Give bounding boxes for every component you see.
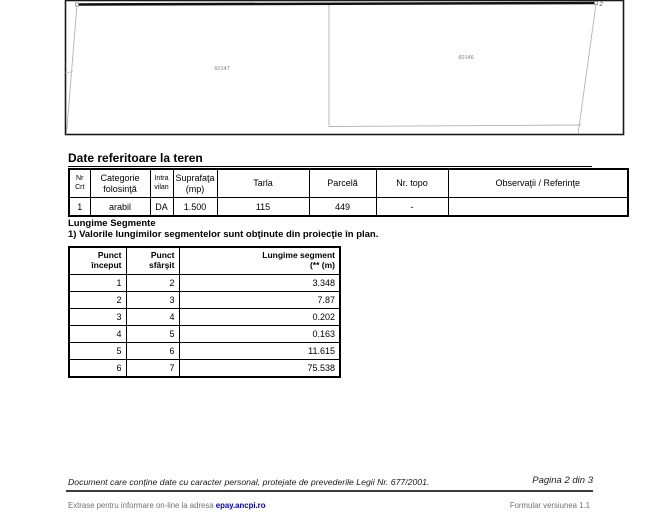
parcel-bottom-edge-line: [329, 125, 581, 127]
segments-footnote: 1) Valorile lungimilor segmentelor sunt obţinute din proiecţie în plan.: [68, 229, 379, 240]
footer-page-number: Pagina 2 din 3: [532, 475, 593, 486]
cell-suprafata: 1.500: [173, 198, 217, 217]
col-header-suprafata: Suprafaţa (mp): [173, 169, 217, 198]
segment-start-cell: 6: [69, 360, 126, 378]
cell-observatii: [448, 198, 628, 217]
col-header-observatii: Observaţii / Referinţe: [448, 169, 628, 198]
segment-row: [69, 360, 340, 378]
teren-section-title: Date referitoare la teren: [68, 151, 592, 167]
col-header-tarla: Tarla: [217, 169, 309, 198]
cell-intravilan: DA: [150, 198, 173, 217]
segment-start-cell: 2: [69, 292, 126, 309]
parcel-label-right: 60146: [458, 55, 474, 61]
map-frame: [66, 1, 624, 135]
teren-data-row: [69, 198, 628, 217]
parcel-left-edge-line: [67, 5, 78, 135]
cell-nr-topo: -: [376, 198, 448, 217]
cell-tarla: 115: [217, 198, 309, 217]
footer-divider: [66, 490, 593, 492]
col-header-categorie: Categorie folosinţă: [90, 169, 150, 198]
footer-form-version: Formular versiunea 1.1: [509, 501, 590, 510]
epay-ancpi-link[interactable]: epay.ancpi.ro: [215, 501, 266, 510]
cadastral-map-figure: [0, 0, 649, 145]
col-header-nr-crt: Nr Crt: [69, 169, 90, 198]
parcel-right-edge-line: [578, 4, 596, 134]
segment-end-cell: 2: [126, 275, 179, 292]
segment-row: [69, 275, 340, 292]
segment-row: [69, 309, 340, 326]
col-header-intravilan: Intra vilan: [150, 169, 173, 198]
segments-header-row: [69, 247, 340, 275]
cell-categorie: arabil: [90, 198, 150, 217]
segment-length-cell: 11.615: [179, 343, 340, 360]
segment-end-cell: 5: [126, 326, 179, 343]
col-header-lungime-segment: Lungime segment (** (m): [179, 247, 340, 275]
point-marker-left: [76, 3, 79, 6]
segment-end-cell: 4: [126, 309, 179, 326]
point-number-label: 2: [599, 2, 603, 8]
point-marker-right: [595, 2, 598, 5]
measured-segment-line: [77, 3, 596, 5]
col-header-parcela: Parcelă: [309, 169, 376, 198]
segment-length-cell: 75.538: [179, 360, 340, 378]
segment-start-cell: 3: [69, 309, 126, 326]
col-header-punct-inceput: Punct început: [69, 247, 126, 275]
segment-end-cell: 6: [126, 343, 179, 360]
parcel-label-left: 60147: [214, 66, 230, 72]
segment-start-cell: 4: [69, 326, 126, 343]
segments-table: [68, 246, 341, 378]
segment-start-cell: 1: [69, 275, 126, 292]
teren-table: [68, 168, 629, 217]
segment-row: [69, 343, 340, 360]
cell-parcela: 449: [309, 198, 376, 217]
footer-privacy-text: Document care conţine date cu caracter personal, protejate de prevederile Legii Nr. 677/2001.: [68, 477, 430, 487]
col-header-punct-sfarsit: Punct sfârşit: [126, 247, 179, 275]
col-header-nr-topo: Nr. topo: [376, 169, 448, 198]
segment-row: [69, 292, 340, 309]
teren-header-row: [69, 169, 628, 198]
segment-start-cell: 5: [69, 343, 126, 360]
footer-extras-prefix: Extrase pentru informare on-line la adresa: [68, 501, 216, 510]
segment-end-cell: 3: [126, 292, 179, 309]
footer-extras-text: [68, 501, 265, 510]
segment-end-cell: 7: [126, 360, 179, 378]
cell-nr-crt: 1: [69, 198, 90, 217]
segment-length-cell: 3.348: [179, 275, 340, 292]
segments-section-title: Lungime Segmente: [68, 218, 156, 229]
segment-length-cell: 0.163: [179, 326, 340, 343]
segment-row: [69, 326, 340, 343]
segment-length-cell: 7.87: [179, 292, 340, 309]
segment-length-cell: 0.202: [179, 309, 340, 326]
